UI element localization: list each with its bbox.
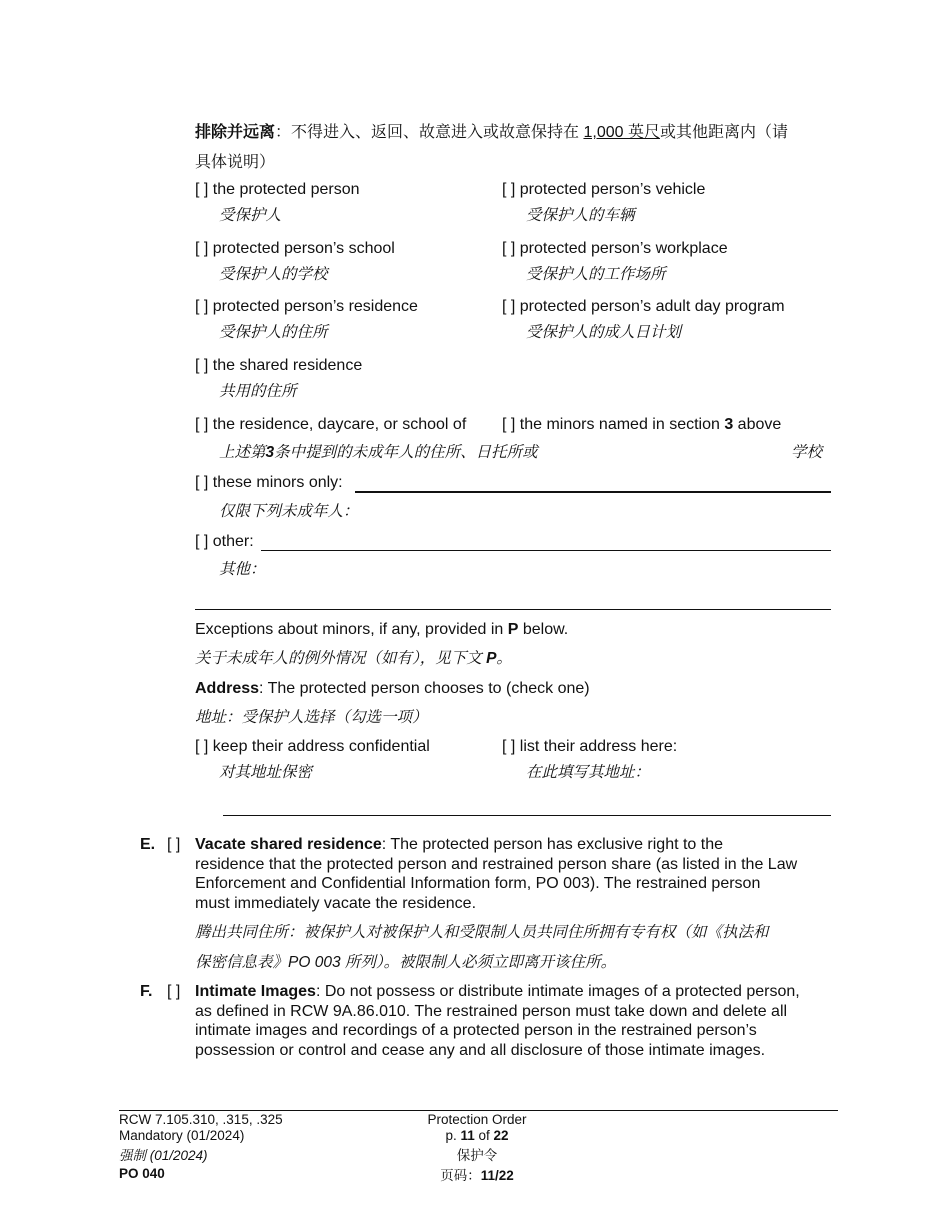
section-f-checkbox[interactable]: [ ] [167,983,181,1000]
these-minors-line[interactable] [355,491,831,493]
minors-named-option[interactable]: [ ] the minors named in section 3 above [502,416,782,433]
section-e-text: Vacate shared residence: The protected person has exclusive right to the residence that the protected person and restrained person share (as listed in the Law Enforcement and Confidential Information form, PO 003). The restrained person must immediately vacate the residence. [195,836,798,912]
address-list-option[interactable]: [ ] list their address here: 在此填写其地址： [502,738,678,781]
minors-residence-option[interactable]: [ ] the residence, daycare, or school of [195,416,467,433]
these-minors-option[interactable]: [ ] these minors only: [195,474,343,491]
these-minors-zh: 仅限下列未成年人： [219,503,359,520]
address-line[interactable] [223,815,831,816]
footer-rule [119,1110,838,1111]
other-line[interactable] [261,550,831,551]
minors-zh: 上述第3条中提到的未成年人的住所、日托所或 [219,444,538,461]
footer-page-zh: 页码：11/22 [440,1168,514,1183]
exclusion-paragraph: 排除并远离：不得进入、返回、故意进入或故意保持在 1,000 英尺或其他距离内（请 具体说明） [195,124,788,171]
footer-title-zh: 保护令 [456,1148,498,1163]
footer-left [119,1112,283,1182]
address-confidential-option[interactable]: [ ] keep their address confidential 对其地址保密 [195,738,430,781]
other-line-2[interactable] [195,609,831,610]
footer-page: p. 11 of 22 [445,1128,509,1143]
other-option[interactable]: [ ] other: [195,533,254,550]
footer-mandatory: Mandatory (01/2024) [119,1128,245,1143]
exceptions-text: Exceptions about minors, if any, provided in P below. [195,621,569,638]
section-f-letter: F. [140,983,153,1000]
location-option-school[interactable]: [ ] protected person’s school 受保护人的学校 [195,240,395,283]
exclusion-heading: 排除并远离 [195,124,276,141]
address-heading: Address: The protected person chooses to (check one) [195,680,590,697]
section-f-text: Intimate Images: Do not possess or distribute intimate images of a protected person, as defined in RCW 9A.86.010. The restrained person must take down and delete all intimate images and recordings of a protected person in the restrained person’s possession or control and cease any and all disclosure of those intimate images. [195,983,800,1059]
exceptions-zh: 关于未成年人的例外情况（如有），见下文 P。 [195,650,512,667]
location-option-shared-residence[interactable]: [ ] the shared residence 共用的住所 [195,357,363,400]
section-e-letter: E. [140,836,156,853]
footer-title: Protection Order [427,1112,527,1127]
footer-mandatory-zh: 强制 (01/2024) [119,1148,208,1163]
distance-value: 1,000 英尺 [583,124,660,141]
location-option-vehicle[interactable]: [ ] protected person’s vehicle 受保护人的车辆 [502,181,706,224]
footer-center [377,1112,577,1184]
location-option-residence[interactable]: [ ] protected person’s residence 受保护人的住所 [195,298,418,341]
footer-form-number: PO 040 [119,1166,165,1181]
address-zh: 地址：受保护人选择（勾选一项） [195,709,428,726]
minors-zh-school: 学校 [791,444,823,461]
other-zh: 其他： [219,561,266,578]
location-option-workplace[interactable]: [ ] protected person’s workplace 受保护人的工作场所 [502,240,728,283]
location-option-protected-person[interactable]: [ ] the protected person 受保护人 [195,181,360,224]
location-option-adult-day-program[interactable]: [ ] protected person’s adult day program 受保护人的成人日计划 [502,298,785,341]
section-e-zh: 腾出共同住所：被保护人对被保护人和受限制人员共同住所拥有专有权（如《执法和 保密信息表》PO 003 所列）。被限制人必须立即离开该住所。 [195,924,769,971]
section-e-checkbox[interactable]: [ ] [167,836,181,853]
footer-rcw: RCW 7.105.310, .315, .325 [119,1112,283,1127]
